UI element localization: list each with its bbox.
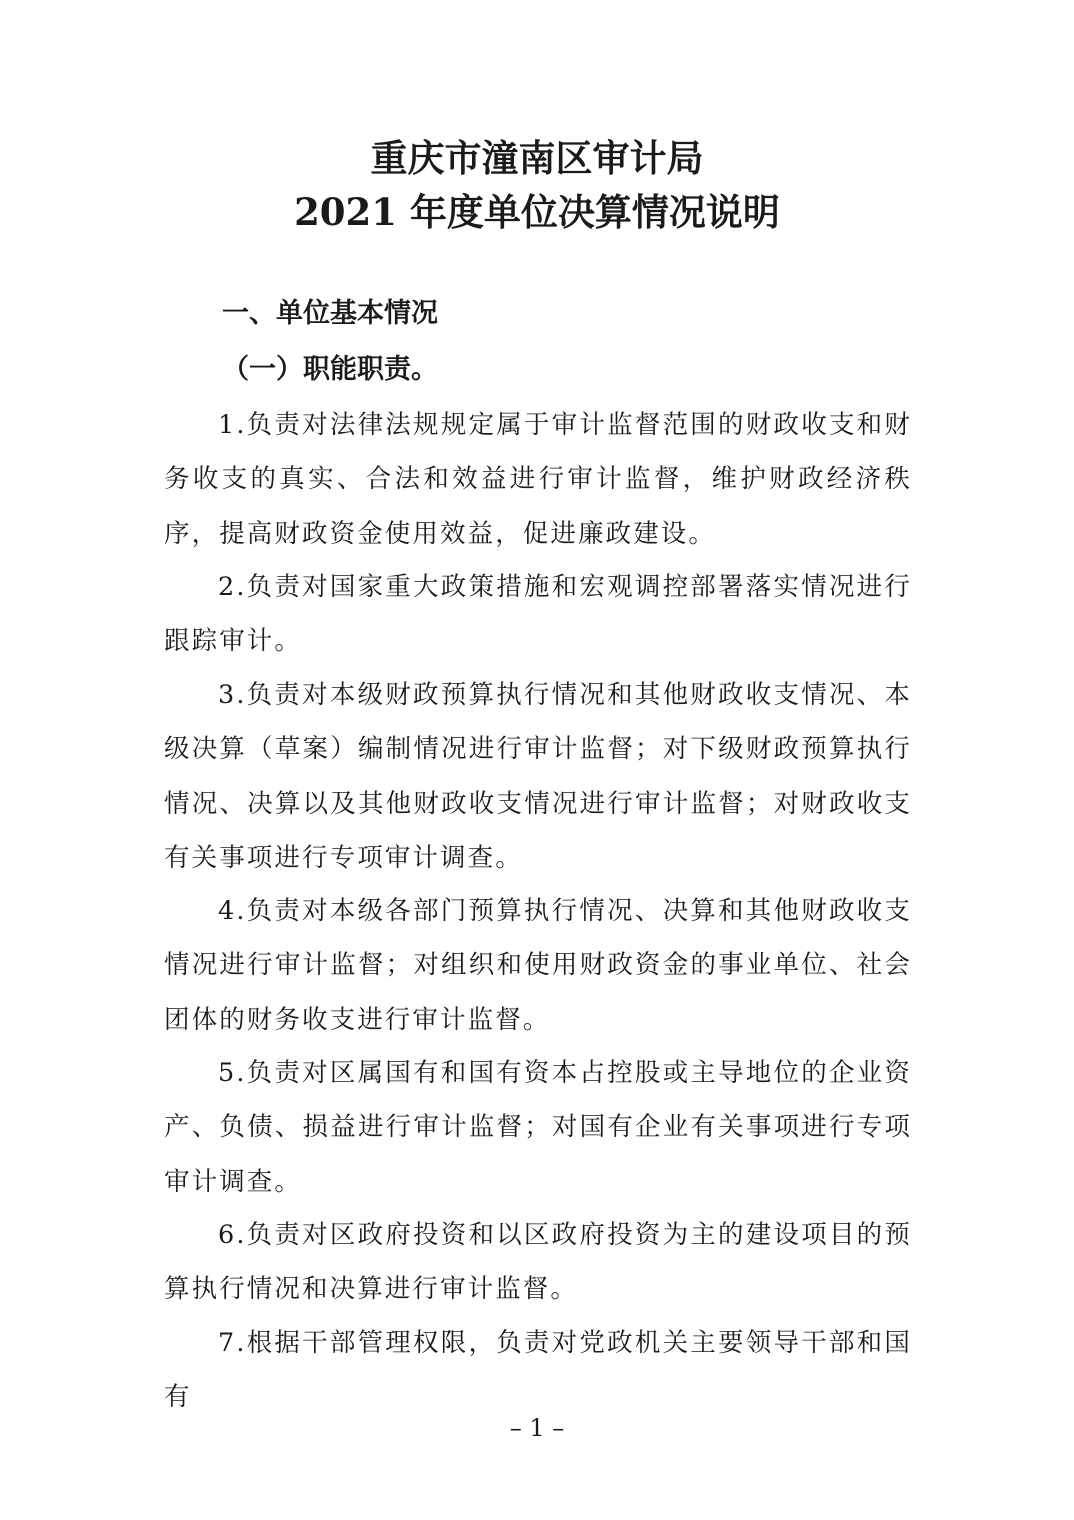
- paragraph-duty-7: 7.根据干部管理权限，负责对党政机关主要领导干部和国有: [164, 1328, 912, 1413]
- paragraph-duty-2: 2.负责对国家重大政策措施和宏观调控部署落实情况进行跟踪审计。: [164, 572, 912, 657]
- paragraph-duty-5: 5.负责对区属国有和国有资本占控股或主导地位的企业资产、负债、损益进行审计监督；对国有企业有关事项进行专项审计调查。: [164, 1058, 912, 1197]
- subsection-heading: （一）职能职责。: [222, 354, 438, 385]
- paragraph-duty-6: 6.负责对区政府投资和以区政府投资为主的建设项目的预算执行情况和决算进行审计监督。: [164, 1220, 912, 1305]
- section-heading: 一、单位基本情况: [222, 298, 438, 329]
- paragraph-duty-1: 1.负责对法律法规规定属于审计监督范围的财政收支和财务收支的真实、合法和效益进行审计监督，维护财政经济秩序，提高财政资金使用效益，促进廉政建设。: [164, 410, 912, 549]
- paragraph-duty-3: 3.负责对本级财政预算执行情况和其他财政收支情况、本级决算（草案）编制情况进行审计监督；对下级财政预算执行情况、决算以及其他财政收支情况进行审计监督；对财政收支有关事项进行专项审计调查。: [164, 680, 912, 873]
- document-title-line-2: 2021 年度单位决算情况说明: [294, 190, 780, 234]
- paragraph-duty-4: 4.负责对本级各部门预算执行情况、决算和其他财政收支情况进行审计监督；对组织和使用财政资金的事业单位、社会团体的财务收支进行审计监督。: [164, 896, 912, 1035]
- document-title-line-1: 重庆市潼南区审计局: [370, 136, 704, 180]
- page-number: – 1 –: [509, 1414, 565, 1442]
